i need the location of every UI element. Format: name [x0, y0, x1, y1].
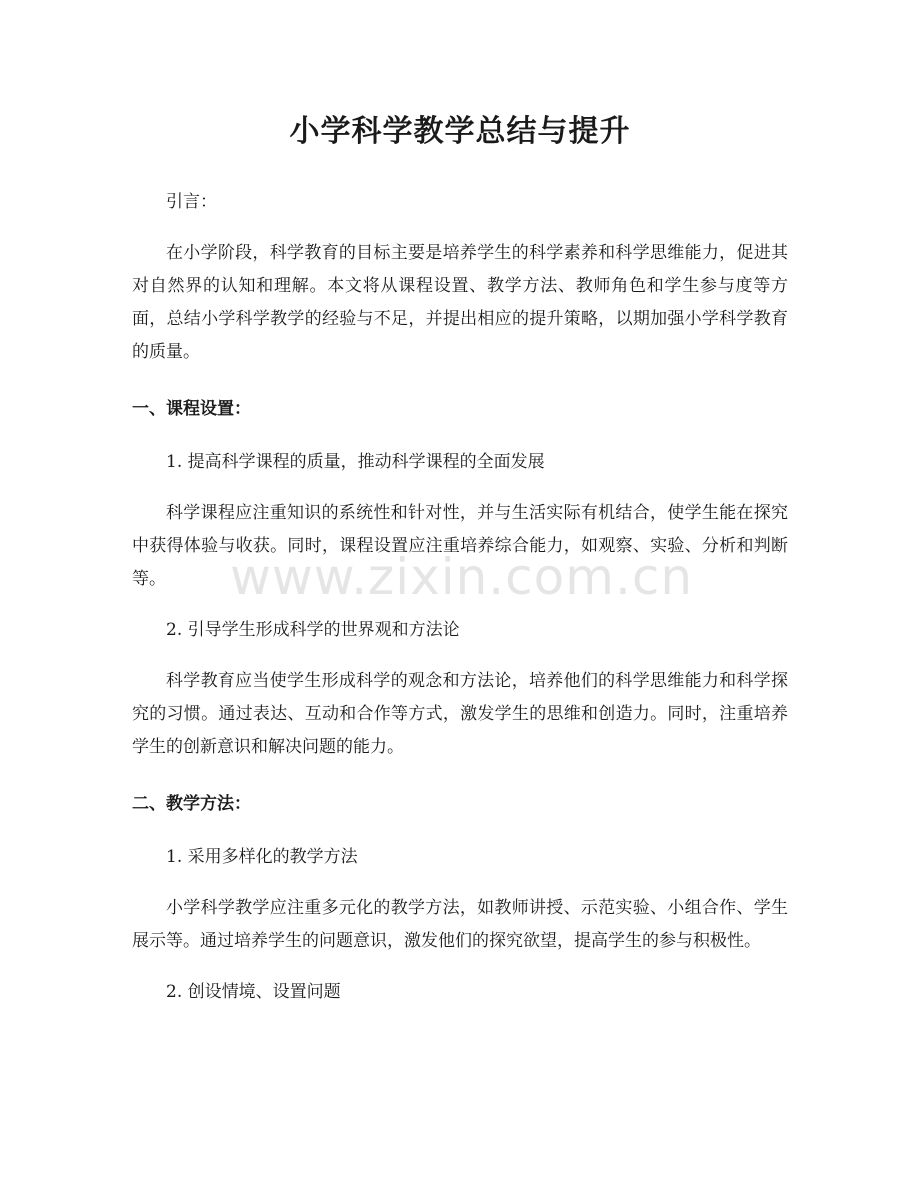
body-paragraph: 科学教育应当使学生形成科学的观念和方法论，培养他们的科学思维能力和科学探究的习惯。通过表达、互动和合作等方式，激发学生的思维和创造力。同时，注重培养学生的创新意识和解决问题的能力。: [132, 671, 788, 757]
subsection-heading: 2. 引导学生形成科学的世界观和方法论: [166, 620, 460, 640]
intro-label: 引言：: [166, 192, 217, 212]
subsection-heading: 1. 提高科学课程的质量，推动科学课程的全面发展: [166, 452, 545, 472]
subsection-heading: 1. 采用多样化的教学方法: [166, 847, 358, 867]
document-title: 小学科学教学总结与提升: [289, 114, 631, 149]
body-paragraph: 科学课程应注重知识的系统性和针对性，并与生活实际有机结合，使学生能在探究中获得体验与收获。同时，课程设置应注重培养综合能力，如观察、实验、分析和判断等。: [132, 503, 788, 589]
section-heading: 一、课程设置：: [132, 399, 251, 419]
intro-paragraph: 在小学阶段，科学教育的目标主要是培养学生的科学素养和科学思维能力，促进其对自然界的认知和理解。本文将从课程设置、教学方法、教师角色和学生参与度等方面，总结小学科学教学的经验与不足，并提出相应的提升策略，以期加强小学科学教育的质量。: [132, 243, 788, 362]
watermark-text: www.zixin.com.cn: [230, 548, 694, 606]
body-paragraph: 小学科学教学应注重多元化的教学方法，如教师讲授、示范实验、小组合作、学生展示等。通过培养学生的问题意识，激发他们的探究欲望，提高学生的参与积极性。: [132, 898, 788, 951]
subsection-heading: 2. 创设情境、设置问题: [166, 982, 341, 1002]
document-body: [132, 108, 788, 1027]
section-heading: 二、教学方法：: [132, 794, 251, 814]
